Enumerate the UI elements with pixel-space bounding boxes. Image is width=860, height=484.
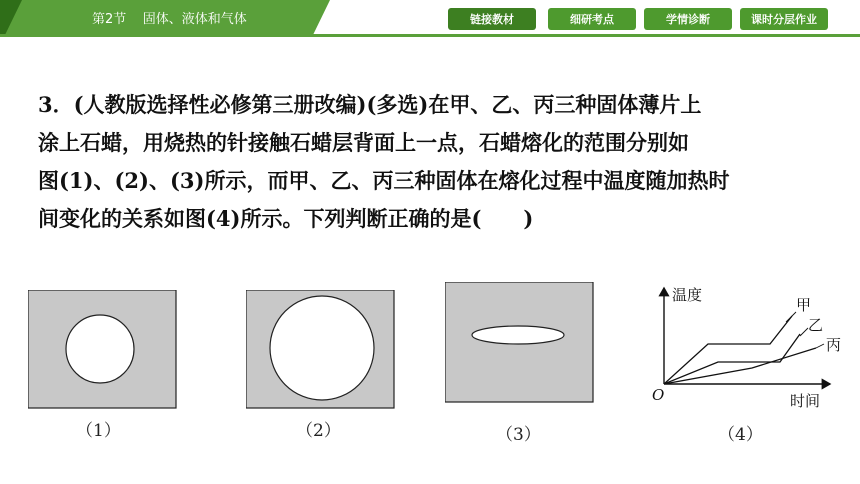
figure-4-graph (640, 278, 850, 416)
figure-3-caption: （3） (496, 425, 541, 445)
origin-label: O (652, 386, 665, 404)
nav-link-textbook[interactable]: 链接教材 (448, 8, 536, 30)
header-divider (0, 34, 860, 37)
curve-jia (664, 316, 792, 384)
question-line: 图(1)、(2)、(3)所示，而甲、乙、丙三种固体在熔化过程中温度随加热时 (38, 168, 730, 193)
leader-jia (786, 312, 796, 322)
question-line: 间变化的关系如图(4)所示。下列判断正确的是( ) (38, 206, 534, 231)
curve-bing (664, 348, 816, 384)
nav-diagnosis[interactable]: 学情诊断 (644, 8, 732, 30)
question-line: 3．(人教版选择性必修第三册改编)(多选)在甲、乙、丙三种固体薄片上 (38, 92, 702, 117)
leader-bing (816, 344, 824, 348)
y-axis-label: 温度 (672, 286, 703, 304)
figure-1-caption: （1） (76, 421, 121, 441)
nav-detailed-points[interactable]: 细研考点 (548, 8, 636, 30)
curve-label-bing: 丙 (826, 336, 842, 354)
top-header (0, 0, 860, 38)
figure-3-melt-ellipse (472, 326, 564, 344)
figure-4-caption: （4） (718, 425, 763, 445)
figure-2-melt-circle (270, 296, 374, 400)
question-line: 涂上石蜡，用烧热的针接触石蜡层背面上一点，石蜡熔化的范围分别如 (38, 130, 689, 155)
x-axis-label: 时间 (790, 392, 821, 410)
curve-label-jia: 甲 (796, 296, 812, 314)
leader-yi (800, 328, 808, 336)
question-text (38, 86, 838, 238)
figure-2 (246, 290, 396, 410)
section-title: 第2节 固体、液体和气体 (92, 12, 247, 27)
nav-homework[interactable]: 课时分层作业 (740, 8, 828, 30)
figure-1 (28, 290, 178, 410)
curve-label-yi: 乙 (808, 316, 824, 334)
figure-3 (445, 282, 595, 404)
figure-1-melt-circle (66, 315, 134, 383)
figure-2-caption: （2） (296, 421, 341, 441)
